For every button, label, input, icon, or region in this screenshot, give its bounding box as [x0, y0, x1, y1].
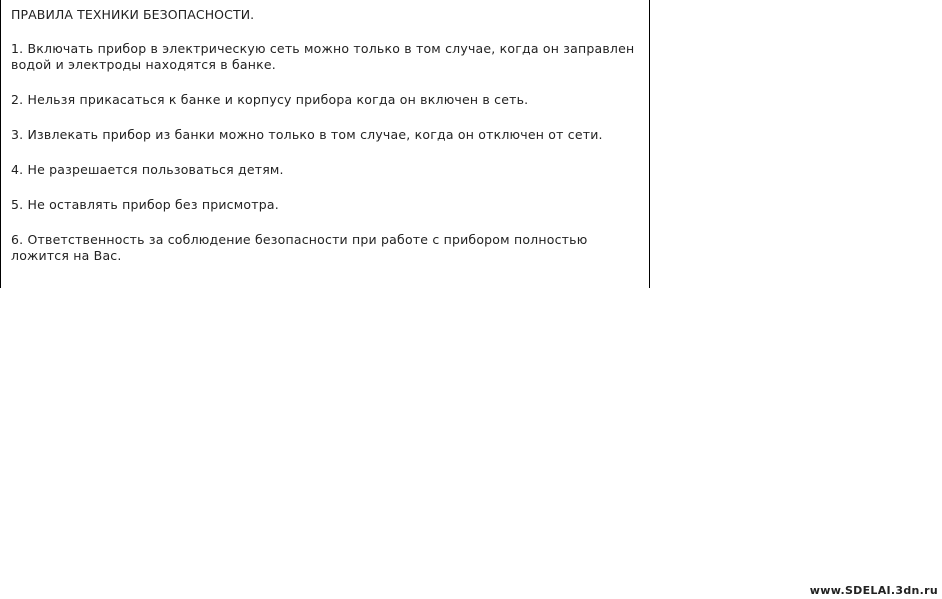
watermark: www.SDELAI.3dn.ru [809, 584, 938, 597]
page-title: ПРАВИЛА ТЕХНИКИ БЕЗОПАСНОСТИ. [11, 7, 255, 22]
document-panel [0, 0, 650, 288]
rule-item-5: 5. Не оставлять прибор без присмотра. [11, 197, 279, 212]
rule-item-6: 6. Ответственность за соблюдение безопасности при работе с прибором полностью ложится на Вас. [11, 232, 588, 263]
rule-item-1: 1. Включать прибор в электрическую сеть можно только в том случае, когда он заправлен водой и электроды находятся в банке. [11, 41, 635, 72]
rule-item-2: 2. Нельзя прикасаться к банке и корпусу прибора когда он включен в сеть. [11, 92, 529, 107]
rule-item-3: 3. Извлекать прибор из банки можно только в том случае, когда он отключен от сети. [11, 127, 603, 142]
rule-item-4: 4. Не разрешается пользоваться детям. [11, 162, 284, 177]
document-content [11, 7, 641, 283]
